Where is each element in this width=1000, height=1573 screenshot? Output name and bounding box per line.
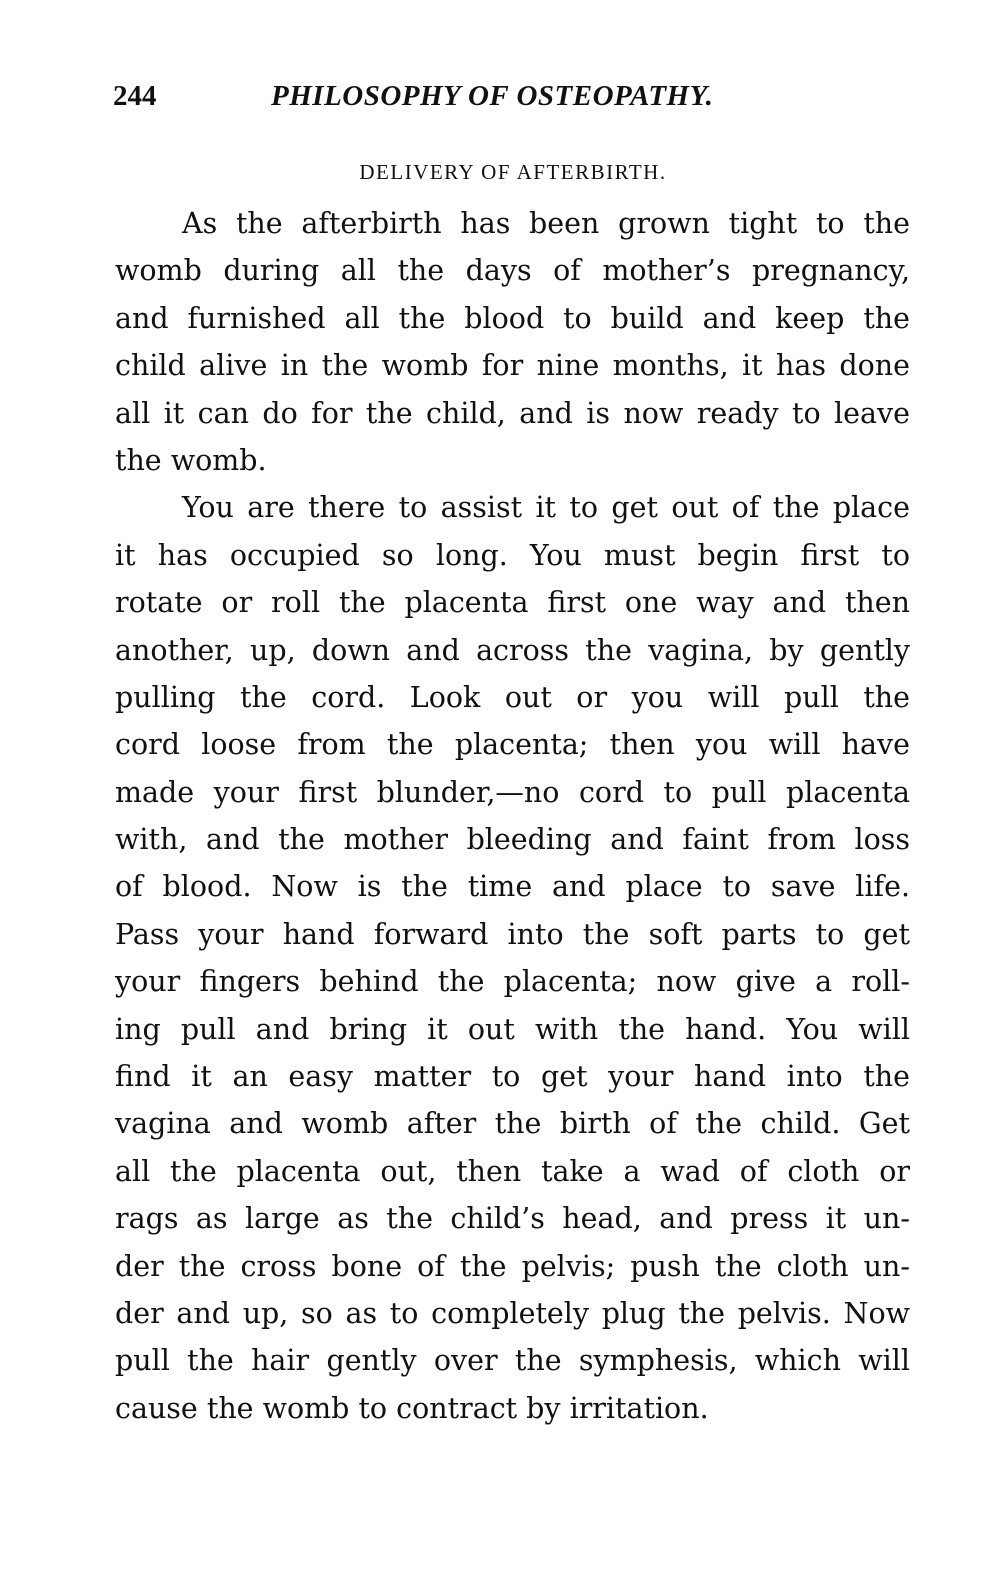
text-line: child alive in the womb for nine months, it has done: [115, 349, 910, 383]
text-line: cause the womb to contract by irritation.: [115, 1391, 709, 1425]
text-line: of blood. Now is the time and place to save life.: [115, 870, 910, 904]
text-line: You are there to assist it to get out of the place: [182, 491, 910, 525]
text-line: all the placenta out, then take a wad of cloth or: [115, 1154, 910, 1188]
text-line: pull the hair gently over the symphesis, which will: [115, 1344, 910, 1378]
text-line: der the cross bone of the pelvis; push the cloth un-: [115, 1249, 910, 1283]
text-line: rags as large as the child’s head, and press it un-: [115, 1202, 910, 1236]
text-line: ing pull and bring it out with the hand. You will: [115, 1012, 910, 1046]
body-text: [115, 200, 910, 1432]
text-line: cord loose from the placenta; then you will have: [115, 728, 910, 762]
running-title: PHILOSOPHY OF OSTEOPATHY.: [271, 80, 714, 112]
text-line: Pass your hand forward into the soft parts to get: [115, 917, 910, 951]
text-line: and furnished all the blood to build and keep the: [115, 301, 910, 335]
paragraph-2: [115, 484, 910, 1432]
text-line: all it can do for the child, and is now ready to leave: [115, 396, 910, 430]
section-heading: DELIVERY OF AFTERBIRTH.: [359, 160, 667, 184]
text-line: der and up, so as to completely plug the pelvis. Now: [115, 1296, 910, 1330]
text-line: rotate or roll the placenta first one way and then: [115, 586, 910, 620]
paragraph-1: [115, 200, 910, 484]
text-line: As the afterbirth has been grown tight to the: [182, 207, 910, 240]
running-head: [113, 80, 913, 120]
text-line: the womb.: [115, 443, 267, 477]
page-number: 244: [113, 80, 157, 112]
text-line: find it an easy matter to get your hand into the: [115, 1060, 910, 1094]
text-line: your fingers behind the placenta; now give a roll-: [115, 965, 910, 999]
text-line: another, up, down and across the vagina, by gently: [115, 633, 910, 667]
text-line: made your first blunder,—no cord to pull placenta: [115, 775, 910, 809]
text-line: it has occupied so long. You must begin first to: [115, 538, 910, 572]
text-line: with, and the mother bleeding and faint from loss: [115, 823, 910, 857]
text-line: womb during all the days of mother’s pregnancy,: [115, 254, 910, 288]
text-line: pulling the cord. Look out or you will pull the: [115, 680, 910, 714]
text-line: vagina and womb after the birth of the child. Get: [115, 1107, 910, 1141]
